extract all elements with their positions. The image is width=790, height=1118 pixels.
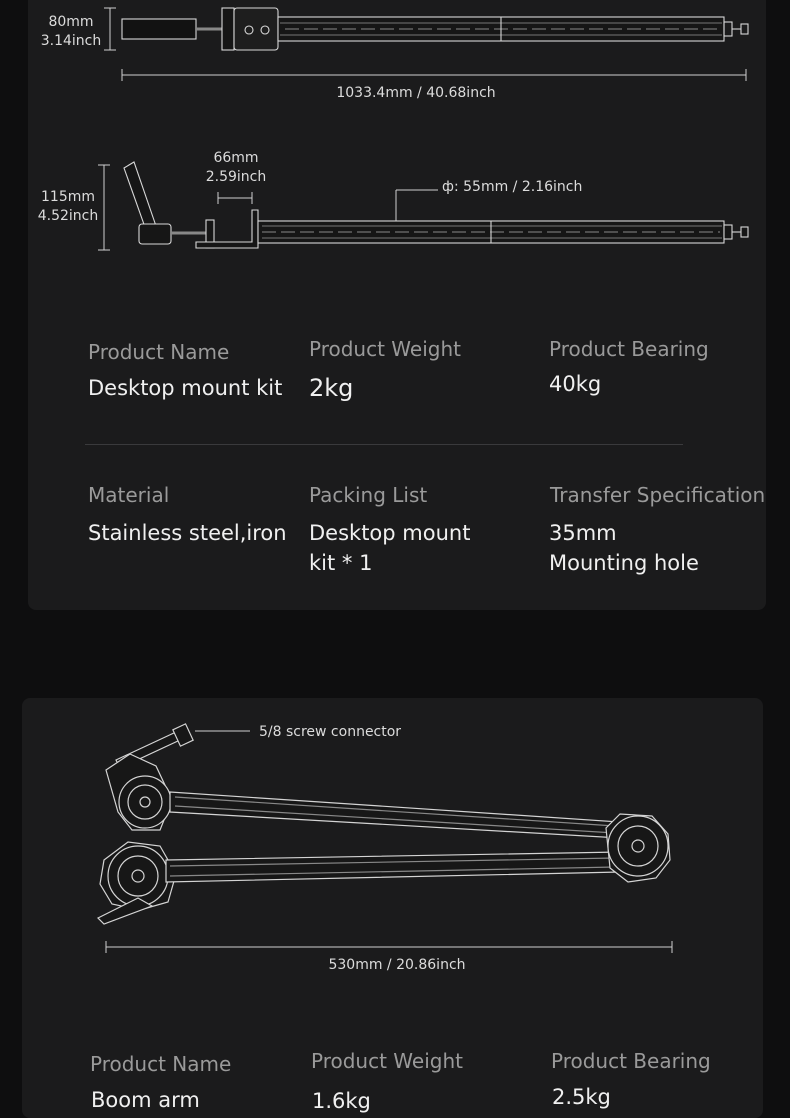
material-value: Stainless steel,iron bbox=[88, 521, 287, 545]
boom-product-weight-label: Product Weight bbox=[311, 1049, 463, 1073]
top-length-label: 1033.4mm / 40.68inch bbox=[336, 85, 496, 101]
clamp-width-mm: 66mm bbox=[213, 150, 259, 166]
side-height-mm: 115mm bbox=[41, 189, 95, 205]
product-name-label: Product Name bbox=[88, 340, 230, 364]
material-label: Material bbox=[88, 483, 170, 507]
product-weight-value: 2kg bbox=[309, 374, 354, 402]
packing-list-line-1: Desktop mount bbox=[309, 521, 471, 545]
product-bearing-label: Product Bearing bbox=[549, 337, 709, 361]
diameter-label: ф: 55mm / 2.16inch bbox=[442, 179, 583, 195]
product-bearing-value: 40kg bbox=[549, 372, 602, 396]
product-weight-label: Product Weight bbox=[309, 337, 461, 361]
boom-length-label: 530mm / 20.86inch bbox=[328, 957, 466, 973]
transfer-spec-line-1: 35mm bbox=[549, 521, 617, 545]
product-name-value: Desktop mount kit bbox=[88, 376, 283, 400]
boom-product-weight-value: 1.6kg bbox=[312, 1089, 371, 1113]
boom-product-bearing-label: Product Bearing bbox=[551, 1049, 711, 1073]
side-height-inch: 4.52inch bbox=[37, 208, 99, 224]
boom-product-name-value: Boom arm bbox=[91, 1088, 200, 1112]
boom-product-bearing-value: 2.5kg bbox=[552, 1085, 611, 1109]
packing-list-label: Packing List bbox=[309, 483, 428, 507]
top-height-mm: 80mm bbox=[48, 14, 94, 30]
transfer-spec-line-2: Mounting hole bbox=[549, 551, 699, 575]
top-height-inch: 3.14inch bbox=[40, 33, 102, 49]
boom-length-dimension bbox=[106, 941, 672, 953]
packing-list-line-2: kit * 1 bbox=[309, 551, 373, 575]
transfer-spec-label: Transfer Specification bbox=[550, 483, 766, 507]
boom-product-name-label: Product Name bbox=[90, 1052, 232, 1076]
clamp-width-inch: 2.59inch bbox=[205, 169, 267, 185]
boom-arm-drawing bbox=[98, 724, 670, 924]
screw-connector-label: 5/8 screw connector bbox=[259, 724, 402, 740]
